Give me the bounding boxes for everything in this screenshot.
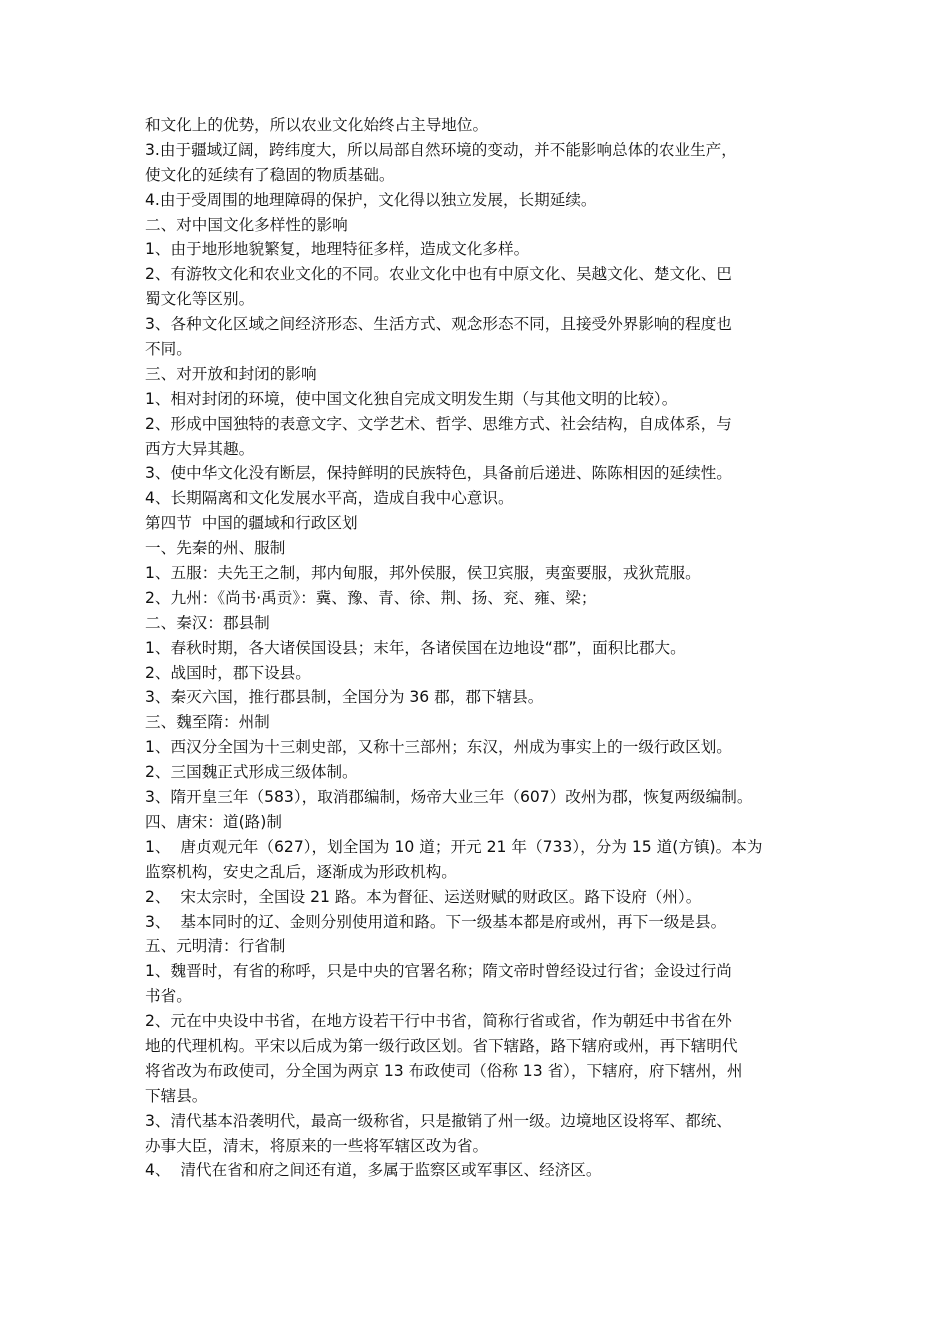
text-line: 3、各种文化区域之间经济形态、生活方式、观念形态不同，且接受外界影响的程度也 xyxy=(145,315,732,334)
text-line: 1、五服：夫先王之制，邦内甸服，邦外侯服，侯卫宾服，夷蛮要服，戎狄荒服。 xyxy=(145,564,701,583)
text-line: 3、使中华文化没有断层，保持鲜明的民族特色，具备前后递进、陈陈相因的延续性。 xyxy=(145,464,732,483)
text-line: 1、 唐贞观元年（627），划全国为 10 道；开元 21 年（733），分为 15 道(方镇)。本为 xyxy=(145,837,763,856)
text-line: 2、九州：《尚书·禹贡》：冀、豫、青、徐、荆、扬、兖、雍、梁； xyxy=(145,588,597,607)
text-line: 使文化的延续有了稳固的物质基础。 xyxy=(145,165,395,184)
text-line: 和文化上的优势，所以农业文化始终占主导地位。 xyxy=(145,116,489,134)
text-line: 2、三国魏正式形成三级体制。 xyxy=(145,763,358,782)
text-line: 办事大臣，清末，将原来的一些将军辖区改为省。 xyxy=(145,1136,489,1155)
text-line: 1、魏晋时，有省的称呼，只是中央的官署名称；隋文帝时曾经设过行省；金设过行尚 xyxy=(145,962,732,981)
text-line: 书省。 xyxy=(145,987,192,1006)
section-heading: 四、唐宋：道(路)制 xyxy=(145,812,282,831)
text-line: 2、有游牧文化和农业文化的不同。农业文化中也有中原文化、吴越文化、楚文化、巴 xyxy=(145,265,732,284)
chapter-heading: 第四节 中国的疆域和行政区划 xyxy=(145,514,358,533)
section-heading: 二、秦汉：郡县制 xyxy=(145,613,270,632)
text-line: 1、相对封闭的环境，使中国文化独自完成文明发生期（与其他文明的比较）。 xyxy=(145,389,678,408)
text-line: 2、元在中央设中书省，在地方设若干行中书省，简称行省或省，作为朝廷中书省在外 xyxy=(145,1012,732,1031)
text-line: 3、 基本同时的辽、金则分别使用道和路。下一级基本都是府或州，再下一级是县。 xyxy=(145,912,727,931)
text-line: 3、隋开皇三年（583），取消郡编制，炀帝大业三年（607）改州为郡，恢复两级编制。 xyxy=(145,788,753,807)
section-heading: 二、对中国文化多样性的影响 xyxy=(145,215,348,234)
section-heading: 三、魏至隋：州制 xyxy=(145,713,270,732)
text-line: 蜀文化等区别。 xyxy=(145,290,255,309)
section-heading: 三、对开放和封闭的影响 xyxy=(145,364,317,383)
text-line: 不同。 xyxy=(145,340,192,359)
text-line: 西方大异其趣。 xyxy=(145,439,255,458)
text-line: 1、春秋时期，各大诸侯国设县；末年，各诸侯国在边地设“郡”，面积比郡大。 xyxy=(145,638,686,657)
text-line: 3、秦灭六国，推行郡县制，全国分为 36 郡，郡下辖县。 xyxy=(145,688,544,707)
text-line: 将省改为布政使司，分全国为两京 13 布政使司（俗称 13 省），下辖府，府下辖州，州 xyxy=(145,1061,743,1080)
text-line: 4.由于受周围的地理障碍的保护，文化得以独立发展，长期延续。 xyxy=(145,190,597,209)
text-line: 监察机构，安史之乱后，逐渐成为形政机构。 xyxy=(145,862,457,881)
text-line: 1、由于地形地貌繁复，地理特征多样，造成文化多样。 xyxy=(145,240,530,259)
text-line: 下辖县。 xyxy=(145,1086,208,1105)
text-line: 2、战国时，郡下设县。 xyxy=(145,663,311,682)
text-line: 3.由于疆域辽阔，跨纬度大，所以局部自然环境的变动，并不能影响总体的农业生产， xyxy=(145,140,737,159)
text-line: 4、长期隔离和文化发展水平高，造成自我中心意识。 xyxy=(145,489,514,508)
text-line: 1、西汉分全国为十三刺史部，又称十三部州；东汉，州成为事实上的一级行政区划。 xyxy=(145,738,732,757)
text-line: 2、形成中国独特的表意文字、文学艺术、哲学、思维方式、社会结构，自成体系，与 xyxy=(145,414,732,433)
text-line: 4、 清代在省和府之间还有道，多属于监察区或军事区、经济区。 xyxy=(145,1161,602,1180)
section-heading: 五、元明清：行省制 xyxy=(145,937,286,956)
text-line: 3、清代基本沿袭明代，最高一级称省，只是撤销了州一级。边境地区设将军、都统、 xyxy=(145,1111,732,1130)
section-heading: 一、先秦的州、服制 xyxy=(145,539,286,558)
text-line: 2、 宋太宗时，全国设 21 路。本为督征、运送财赋的财政区。路下设府（州）。 xyxy=(145,887,702,906)
document-body xyxy=(145,113,813,1183)
text-line: 地的代理机构。平宋以后成为第一级行政区划。省下辖路，路下辖府或州，再下辖明代 xyxy=(145,1036,738,1055)
